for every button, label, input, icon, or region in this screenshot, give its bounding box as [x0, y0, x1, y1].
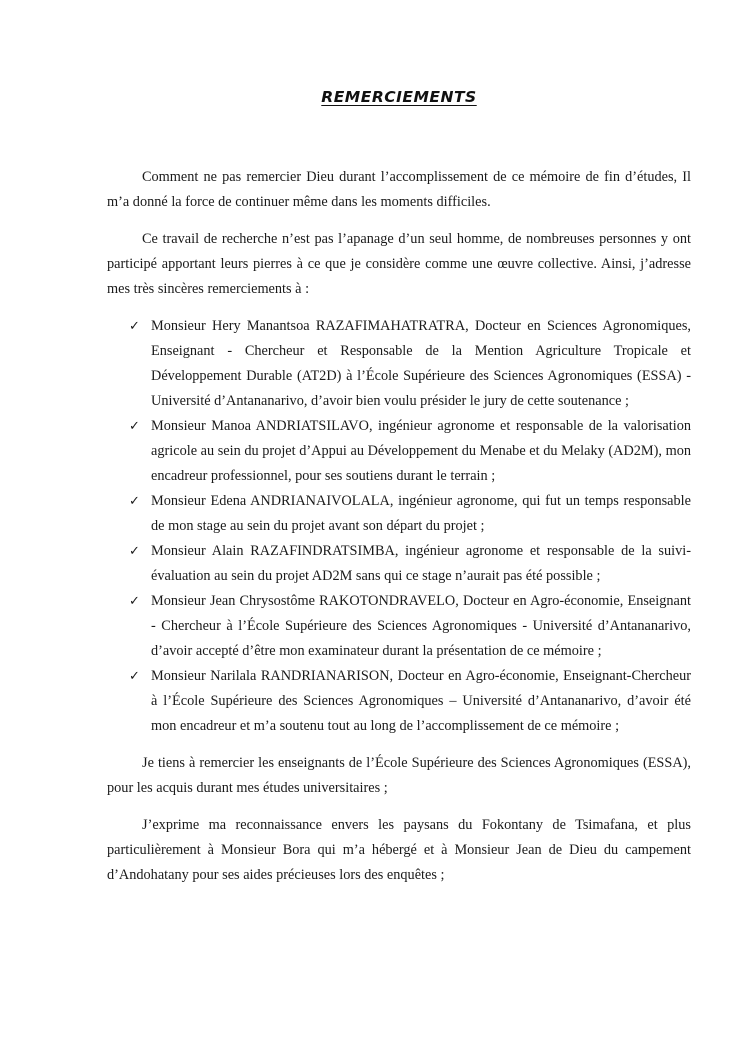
list-item-text: Monsieur Edena ANDRIANAIVOLALA, ingénieur agronome, qui fut un temps responsable de mon stage au sein du projet avant son départ du projet ;: [151, 493, 691, 534]
list-item: [107, 664, 691, 739]
list-item-text: Monsieur Jean Chrysostôme RAKOTONDRAVELO, Docteur en Agro-économie, Enseignant - Chercheur à l’École Supérieure des Sciences Agronomiques - Université d’Antananarivo, d’avoir accepté d’être mon examinateur durant la présentation de ce mémoire ;: [151, 593, 691, 659]
list-item-text: Monsieur Alain RAZAFINDRATSIMBA, ingénieur agronome et responsable de la suivi-évaluation au sein du projet AD2M sans qui ce stage n’aurait pas été possible ;: [151, 543, 691, 584]
paragraph-collective: Ce travail de recherche n’est pas l’apanage d’un seul homme, de nombreuses personnes y ont participé apportant leurs pierres à ce que je considère comme une œuvre collective. Ainsi, j’adresse mes très sincères remerciements à :: [107, 231, 691, 297]
list-item: [107, 589, 691, 664]
paragraph-intro: Comment ne pas remercier Dieu durant l’accomplissement de ce mémoire de fin d’études, Il m’a donné la force de continuer même dans les moments difficiles.: [107, 169, 691, 210]
check-icon: ✓: [129, 544, 140, 559]
check-icon: ✓: [129, 594, 140, 609]
list-item: [107, 314, 691, 414]
page-title: REMERCIEMENTS: [321, 88, 477, 106]
check-icon: ✓: [129, 494, 140, 509]
paragraph-teachers: Je tiens à remercier les enseignants de l’École Supérieure des Sciences Agronomiques (ESSA), pour les acquis durant mes études universitaires ;: [107, 755, 691, 796]
list-item: [107, 414, 691, 489]
list-item: [107, 539, 691, 589]
check-icon: ✓: [129, 669, 140, 684]
list-item-text: Monsieur Hery Manantsoa RAZAFIMAHATRATRA, Docteur en Sciences Agronomiques, Enseignant - Chercheur et Responsable de la Mention Agriculture Tropicale et Développement Durable (AT2D) à l’École Supérieure des Sciences Agronomiques (ESSA) - Université d’Antananarivo, d’avoir bien voulu présider le jury de cette soutenance ;: [151, 318, 691, 409]
list-item: [107, 489, 691, 539]
acknowledgement-list: [107, 314, 691, 739]
paragraph-farmers: J’exprime ma reconnaissance envers les paysans du Fokontany de Tsimafana, et plus particulièrement à Monsieur Bora qui m’a hébergé et à Monsieur Jean de Dieu du campement d’Andohatany pour ses aides précieuses lors des enquêtes ;: [107, 817, 691, 883]
check-icon: ✓: [129, 419, 140, 434]
list-item-text: Monsieur Manoa ANDRIATSILAVO, ingénieur agronome et responsable de la valorisation agricole au sein du projet d’Appui au Développement du Menabe et du Melaky (AD2M), mon encadreur professionnel, pour ses soutiens durant le terrain ;: [151, 418, 691, 484]
document-body: [107, 165, 691, 888]
list-item-text: Monsieur Narilala RANDRIANARISON, Docteur en Agro-économie, Enseignant-Chercheur à l’École Supérieure des Sciences Agronomiques – Université d’Antananarivo, d’avoir été mon encadreur et m’a soutenu tout au long de l’accomplissement de ce mémoire ;: [151, 668, 691, 734]
check-icon: ✓: [129, 319, 140, 334]
